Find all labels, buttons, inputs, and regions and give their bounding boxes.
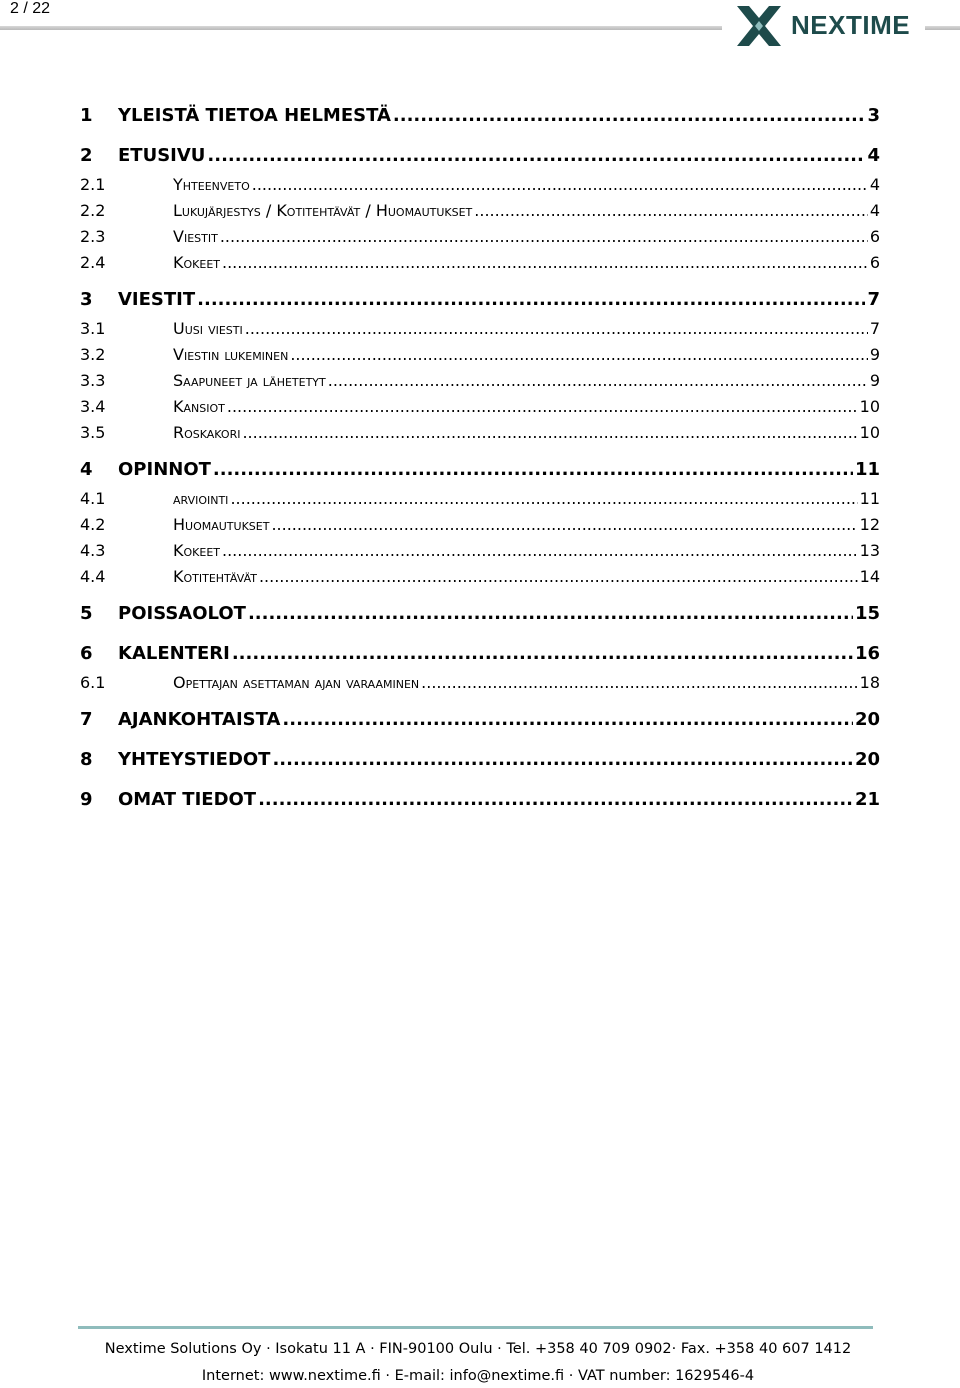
- toc-entry-title: Lukujärjestys / Kotitehtävät / Huomautukset: [173, 201, 473, 220]
- toc-entry[interactable]: [80, 198, 880, 224]
- toc-entry-number: 8: [80, 749, 93, 770]
- toc-dot-leader: [242, 420, 857, 446]
- toc-dot-leader: [222, 538, 858, 564]
- toc-dot-leader: [393, 100, 866, 132]
- toc-entry[interactable]: [80, 172, 880, 198]
- toc-entry-number: 3.2: [80, 345, 106, 364]
- toc-dot-leader: [213, 454, 853, 486]
- toc-entry-number: 3: [80, 289, 93, 310]
- header-rule: [0, 26, 722, 30]
- header-rule-right: [925, 26, 960, 30]
- toc-entry-page: 3: [867, 105, 880, 126]
- toc-entry-number: 2: [80, 145, 93, 166]
- toc-entry[interactable]: [80, 538, 880, 564]
- toc-entry-number: 9: [80, 789, 93, 810]
- toc-entry-page: 12: [859, 515, 880, 534]
- toc-entry-title: Viestin lukeminen: [173, 345, 289, 364]
- toc-entry-title: Kansiot: [173, 397, 225, 416]
- toc-entry-number: 5: [80, 603, 93, 624]
- toc-entry-number: 4.2: [80, 515, 106, 534]
- toc-entry-number: 2.4: [80, 253, 106, 272]
- toc-entry-page: 10: [859, 397, 880, 416]
- toc-entry[interactable]: [80, 454, 880, 486]
- toc-entry-number: 6.1: [80, 673, 106, 692]
- toc-dot-leader: [230, 486, 857, 512]
- nextime-x-logo-icon: [735, 4, 783, 48]
- toc-entry-page: 4: [867, 145, 880, 166]
- toc-entry-page: 7: [869, 319, 880, 338]
- toc-entry-title: Opettajan asettaman ajan varaaminen: [173, 673, 420, 692]
- toc-entry-page: 4: [869, 201, 880, 220]
- toc-entry-page: 7: [867, 289, 880, 310]
- toc-entry-title: YHTEYSTIEDOT: [118, 749, 271, 770]
- toc-dot-leader: [248, 598, 853, 630]
- toc-entry[interactable]: [80, 394, 880, 420]
- toc-entry-page: 14: [859, 567, 880, 586]
- toc-entry[interactable]: [80, 100, 880, 132]
- logo-wordmark: NEXTIME: [791, 10, 911, 40]
- toc-dot-leader: [227, 394, 858, 420]
- toc-entry-number: 3.3: [80, 371, 106, 390]
- toc-entry-number: 4: [80, 459, 93, 480]
- toc-entry[interactable]: [80, 140, 880, 172]
- toc-entry[interactable]: [80, 316, 880, 342]
- toc-entry-title: KALENTERI: [118, 643, 230, 664]
- table-of-contents: [80, 100, 880, 816]
- toc-entry-page: 11: [859, 489, 880, 508]
- toc-entry-page: 4: [869, 175, 880, 194]
- toc-entry-page: 9: [869, 371, 880, 390]
- toc-dot-leader: [271, 512, 857, 538]
- toc-dot-leader: [290, 342, 867, 368]
- toc-dot-leader: [258, 784, 853, 816]
- toc-dot-leader: [259, 564, 858, 590]
- toc-entry-page: 11: [854, 459, 880, 480]
- toc-entry-page: 20: [854, 709, 880, 730]
- toc-dot-leader: [282, 704, 853, 736]
- nextime-logo: [735, 4, 920, 48]
- toc-entry-page: 20: [854, 749, 880, 770]
- toc-entry-number: 2.2: [80, 201, 106, 220]
- toc-entry[interactable]: [80, 284, 880, 316]
- toc-entry[interactable]: [80, 486, 880, 512]
- toc-entry-number: 4.4: [80, 567, 106, 586]
- toc-entry-number: 4.1: [80, 489, 106, 508]
- toc-entry-number: 6: [80, 643, 93, 664]
- toc-dot-leader: [207, 140, 865, 172]
- toc-entry-title: OPINNOT: [118, 459, 211, 480]
- toc-entry-number: 2.1: [80, 175, 106, 194]
- toc-entry-title: Huomautukset: [173, 515, 270, 534]
- toc-entry-title: ETUSIVU: [118, 145, 206, 166]
- toc-dot-leader: [252, 172, 868, 198]
- toc-entry-title: Kokeet: [173, 253, 220, 272]
- toc-entry-number: 7: [80, 709, 93, 730]
- toc-entry-page: 18: [859, 673, 880, 692]
- toc-entry-number: 1: [80, 105, 93, 126]
- toc-entry-title: YLEISTÄ TIETOA HELMESTÄ: [118, 105, 391, 126]
- toc-entry-page: 6: [869, 253, 880, 272]
- toc-entry-page: 10: [859, 423, 880, 442]
- toc-dot-leader: [197, 284, 865, 316]
- toc-entry-title: Yhteenveto: [173, 175, 250, 194]
- toc-entry-page: 6: [869, 227, 880, 246]
- toc-entry[interactable]: [80, 512, 880, 538]
- toc-entry-title: OMAT TIEDOT: [118, 789, 257, 810]
- toc-entry-number: 3.1: [80, 319, 106, 338]
- toc-entry-page: 9: [869, 345, 880, 364]
- toc-dot-leader: [421, 670, 857, 696]
- toc-entry[interactable]: [80, 224, 880, 250]
- toc-entry[interactable]: [80, 704, 880, 736]
- toc-entry-title: arviointi: [173, 489, 229, 508]
- footer-contact: Internet: www.nextime.fi · E-mail: info@nextime.fi · VAT number: 1629546-4: [201, 1368, 755, 1384]
- toc-entry[interactable]: [80, 368, 880, 394]
- toc-entry[interactable]: [80, 598, 880, 630]
- toc-dot-leader: [474, 198, 868, 224]
- toc-entry-title: POISSAOLOT: [118, 603, 246, 624]
- toc-entry[interactable]: [80, 670, 880, 696]
- toc-dot-leader: [222, 250, 868, 276]
- toc-entry-title: Saapuneet ja lähetetyt: [173, 371, 326, 390]
- toc-dot-leader: [220, 224, 868, 250]
- toc-entry-page: 21: [854, 789, 880, 810]
- toc-entry[interactable]: [80, 784, 880, 816]
- toc-dot-leader: [272, 744, 852, 776]
- toc-entry-number: 2.3: [80, 227, 106, 246]
- toc-entry-title: Kokeet: [173, 541, 220, 560]
- toc-entry-page: 16: [854, 643, 880, 664]
- toc-entry-title: Kotitehtävät: [173, 567, 257, 586]
- toc-dot-leader: [245, 316, 868, 342]
- footer-address: Nextime Solutions Oy · Isokatu 11 A · FIN-90100 Oulu · Tel. +358 40 709 0902· Fax. +358 40 607 1412: [104, 1341, 852, 1357]
- toc-entry-page: 13: [859, 541, 880, 560]
- toc-entry-title: AJANKOHTAISTA: [118, 709, 281, 730]
- toc-entry-title: Viestit: [173, 227, 218, 246]
- toc-entry[interactable]: [80, 420, 880, 446]
- toc-entry[interactable]: [80, 638, 880, 670]
- toc-entry[interactable]: [80, 250, 880, 276]
- toc-entry-title: VIESTIT: [118, 289, 196, 310]
- toc-entry[interactable]: [80, 564, 880, 590]
- toc-dot-leader: [232, 638, 853, 670]
- toc-entry-page: 15: [854, 603, 880, 624]
- footer-rule: [78, 1326, 873, 1329]
- toc-entry-number: 3.4: [80, 397, 106, 416]
- toc-entry-number: 4.3: [80, 541, 106, 560]
- toc-entry[interactable]: [80, 342, 880, 368]
- toc-dot-leader: [328, 368, 868, 394]
- page-indicator: 2 / 22: [10, 0, 51, 17]
- toc-entry-number: 3.5: [80, 423, 106, 442]
- toc-entry-title: Roskakori: [173, 423, 241, 442]
- toc-entry[interactable]: [80, 744, 880, 776]
- toc-entry-title: Uusi viesti: [173, 319, 243, 338]
